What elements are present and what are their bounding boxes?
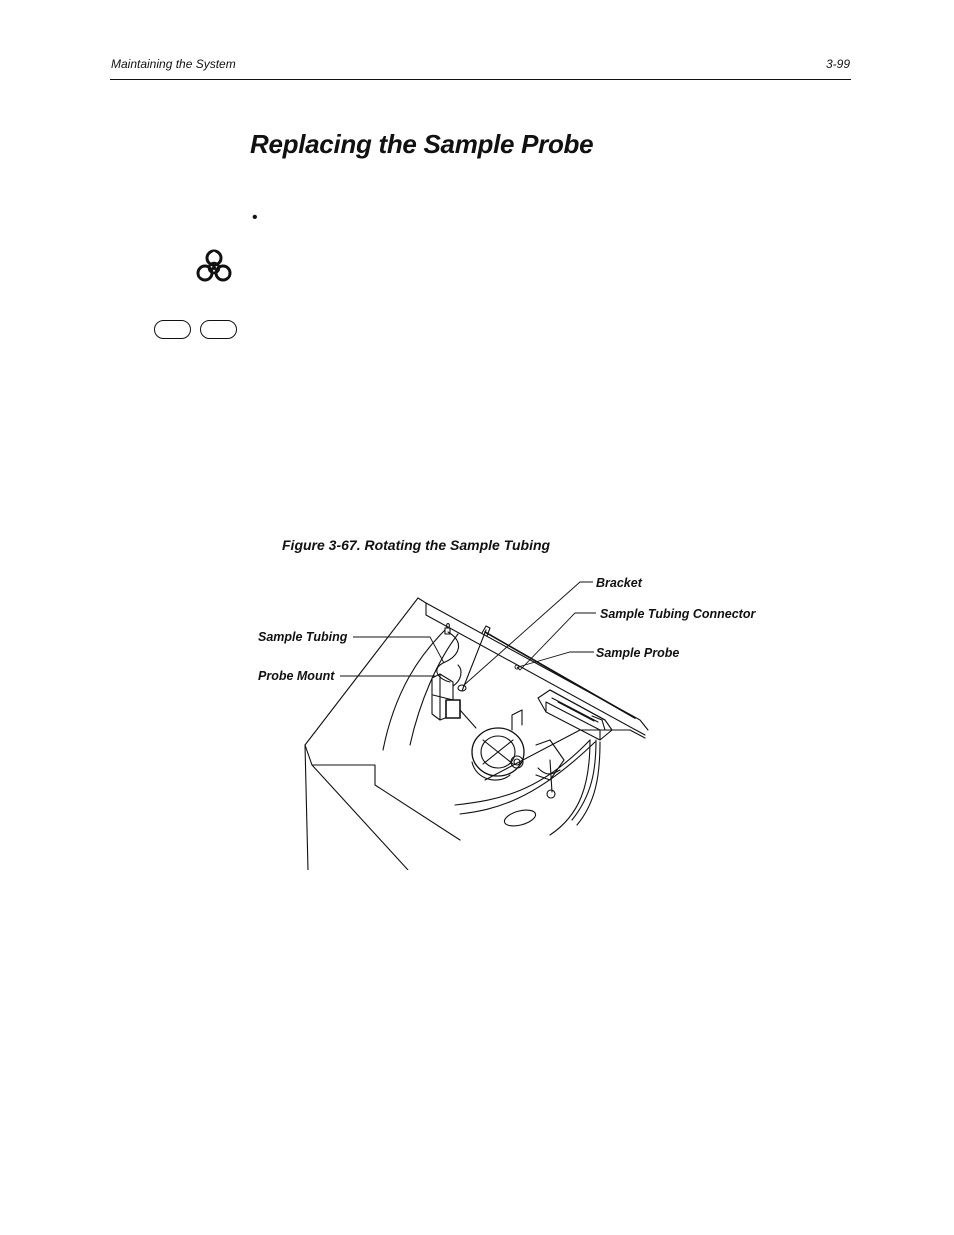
key-symbol-right — [200, 320, 237, 339]
bullet-marker: • — [252, 209, 258, 226]
callout-bracket: Bracket — [596, 576, 642, 590]
sample-tubing-illustration — [250, 570, 760, 870]
running-header-section: Maintaining the System — [111, 57, 236, 71]
key-symbol-left — [154, 320, 191, 339]
running-header-page-number: 3-99 — [825, 57, 850, 71]
callout-sample-probe: Sample Probe — [596, 646, 680, 660]
callout-sample-tubing-connector: Sample Tubing Connector — [600, 607, 756, 621]
page-title: Replacing the Sample Probe — [250, 129, 594, 159]
header-rule — [110, 79, 851, 80]
callout-sample-tubing: Sample Tubing — [258, 630, 348, 644]
callout-probe-mount: Probe Mount — [258, 669, 335, 683]
figure-caption: Figure 3-67. Rotating the Sample Tubing — [282, 537, 551, 553]
biohazard-icon — [194, 249, 234, 285]
